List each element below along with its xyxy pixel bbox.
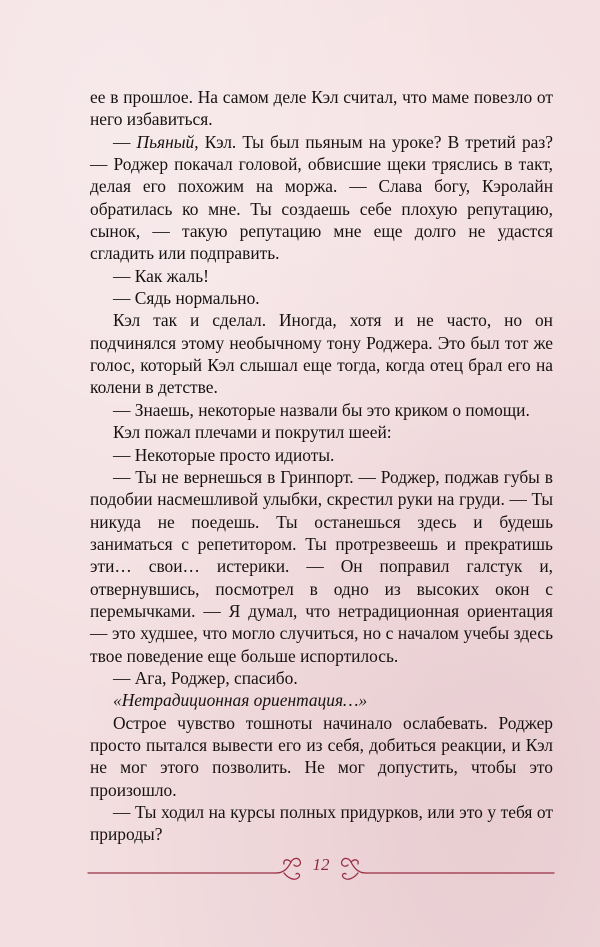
italic-text: Пьяный	[136, 131, 195, 152]
paragraph	[90, 466, 553, 667]
paragraph	[90, 689, 553, 711]
paragraph	[90, 712, 553, 801]
paragraph	[90, 86, 553, 131]
text-segment: — Как жаль!	[113, 265, 209, 286]
paragraph	[90, 309, 553, 398]
text-segment: , Кэл. Ты был пьяным на уроке? В третий раз? — Роджер покачал головой, обвисшие щеки тряслись в такт, делая его похожим на моржа. — Слава богу, Кэролайн обратилась ко мне. Ты создаешь себе плохую репутацию, сынок, — такую репутацию мне еще долго не удастся сгладить или подправить.	[90, 131, 553, 264]
paragraph	[90, 444, 553, 466]
text-segment: Кэл пожал плечами и покрутил шеей:	[113, 422, 392, 443]
paragraph	[90, 399, 553, 421]
paragraph	[90, 265, 553, 287]
paragraph	[90, 421, 553, 443]
text-segment: — Некоторые просто идиоты.	[113, 444, 335, 465]
paragraph	[90, 801, 553, 846]
page-number: 12	[312, 855, 330, 874]
italic-text: «Нетрадиционная ориентация…»	[113, 690, 368, 711]
page-footer	[88, 848, 554, 888]
text-segment: — Ты не вернешься в Гринпорт. — Роджер, поджав губы в подобии насмешливой улыбки, скрестил руки на груди. — Ты никуда не поедешь. Ты останешься здесь и будешь заниматься с репетитором. Ты протрезвеешь и прекратишь эти… свои… истерики. — Он поправил галстук и, отвернувшись, посмотрел в одно из высоких окон с перемычками. — Я думал, что нетрадиционная ориентация — это худшее, что могло случиться, но с началом учебы здесь твое поведение еще больше испортилось.	[90, 466, 553, 666]
text-segment: — Сядь нормально.	[113, 288, 260, 309]
text-segment: Кэл так и сделал. Иногда, хотя и не часто, но он подчинялся этому необычному тону Роджера. Это был тот же голос, который Кэл слышал еще тогда, когда отец брал его на колени в детстве.	[90, 310, 553, 398]
paragraph	[90, 287, 553, 309]
body-text	[90, 86, 553, 846]
text-segment: —	[113, 131, 137, 152]
paragraph	[90, 667, 553, 689]
text-segment: ее в прошлое. На самом деле Кэл считал, что маме повезло от него избавиться.	[90, 87, 553, 130]
text-segment: — Ты ходил на курсы полных придурков, или это у тебя от природы?	[90, 802, 553, 845]
text-segment: — Ага, Роджер, спасибо.	[113, 667, 298, 688]
text-segment: — Знаешь, некоторые назвали бы это криком о помощи.	[113, 399, 530, 420]
text-segment: Острое чувство тошноты начинало ослабевать. Роджер просто пытался вывести его из себя, добиться реакции, и Кэл не мог этого позволить. Не мог допустить, чтобы это произошло.	[90, 712, 553, 800]
paragraph	[90, 131, 553, 265]
